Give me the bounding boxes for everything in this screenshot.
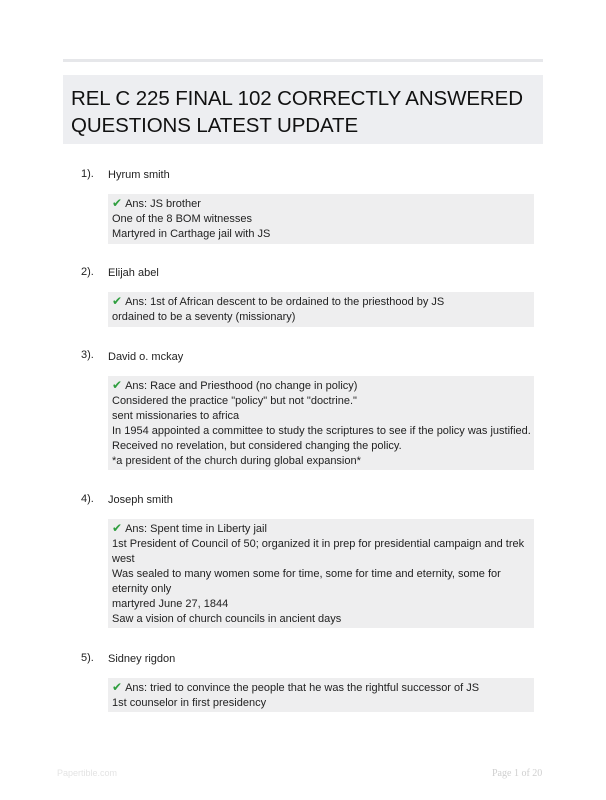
answer-line: Ans: Spent time in Liberty jail (125, 523, 267, 535)
check-icon: ✔ (112, 521, 123, 535)
title-line-2: QUESTIONS LATEST UPDATE (71, 114, 359, 137)
answer-line: Received no revelation, but considered changing the policy. (112, 440, 402, 452)
answer-line: Ans: tried to convince the people that he was the rightful successor of JS (125, 682, 480, 694)
answer-line: 1st counselor in first presidency (112, 697, 267, 709)
answer-line: In 1954 appointed a committee to study the scriptures to see if the policy was justified. (112, 425, 531, 437)
check-icon: ✔ (112, 294, 123, 308)
check-icon: ✔ (112, 196, 123, 210)
question-text: Hyrum smith (108, 169, 170, 181)
answer-line: martyred June 27, 1844 (112, 598, 229, 610)
answer-line: sent missionaries to africa (112, 410, 240, 422)
question-number: 4). (81, 493, 94, 505)
page-number: Page 1 of 20 (492, 768, 543, 779)
title-banner (63, 75, 543, 144)
answer-box (108, 376, 534, 470)
answer-line: Ans: 1st of African descent to be ordained to the priesthood by JS (125, 296, 445, 308)
page-title (71, 85, 536, 139)
answer-line: 1st President of Council of 50; organized it in prep for presidential campaign and trek west (112, 538, 525, 565)
answer-box (108, 678, 534, 712)
check-icon: ✔ (112, 680, 123, 694)
answer-box (108, 194, 534, 244)
watermark-text: Papertible.com (57, 768, 118, 778)
answer-line: Considered the practice "policy" but not "doctrine." (112, 395, 357, 407)
answer-box (108, 519, 534, 628)
answer-line: Martyred in Carthage jail with JS (112, 228, 271, 240)
question-text: Elijah abel (108, 267, 159, 279)
answer-line: *a president of the church during global expansion* (112, 455, 361, 467)
question-number: 2). (81, 266, 94, 278)
answer-line: ordained to be a seventy (missionary) (112, 311, 296, 323)
check-icon: ✔ (112, 378, 123, 392)
answer-line: Ans: Race and Priesthood (no change in policy) (125, 380, 358, 392)
question-text: Sidney rigdon (108, 653, 176, 665)
answer-line: Ans: JS brother (125, 198, 201, 210)
answer-line: Was sealed to many women some for time, some for time and eternity, some for eternity only (112, 568, 501, 595)
title-line-1: REL C 225 FINAL 102 CORRECTLY ANSWERED (71, 87, 523, 110)
answer-line: One of the 8 BOM witnesses (112, 213, 253, 225)
answer-box (108, 292, 534, 327)
question-text: Joseph smith (108, 494, 173, 506)
answer-line: Saw a vision of church councils in ancient days (112, 613, 342, 625)
question-text: David o. mckay (108, 351, 184, 363)
top-divider (63, 59, 543, 62)
question-number: 3). (81, 349, 94, 361)
question-number: 1). (81, 168, 94, 180)
question-number: 5). (81, 652, 94, 664)
